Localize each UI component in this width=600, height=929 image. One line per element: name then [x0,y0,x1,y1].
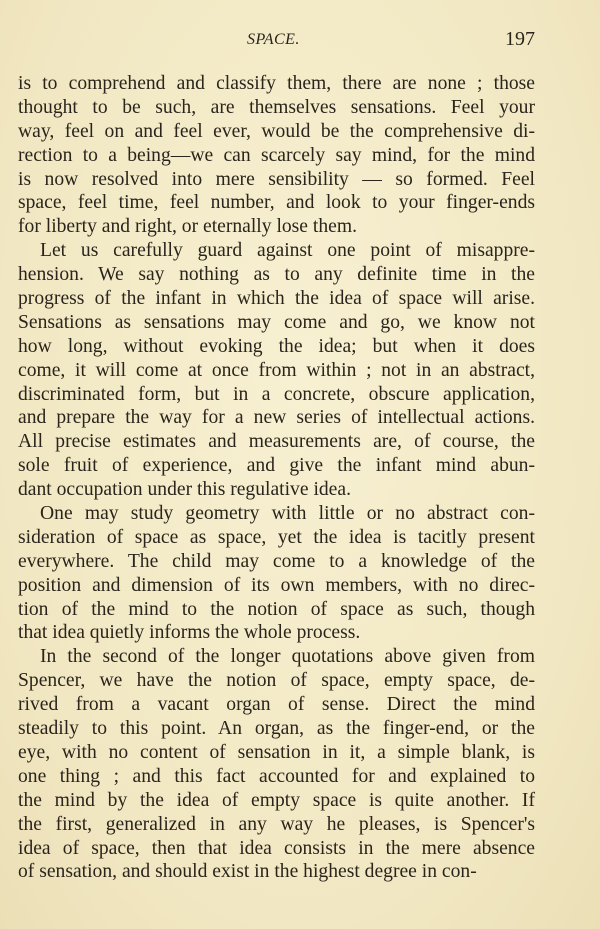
text-line: sole fruit of experience, and give the infant mind abun- [18,455,535,477]
paragraph [18,72,535,239]
text-line: the first, generalized in any way he pleases, is Spencer's [18,813,535,835]
text-line: way, feel on and feel ever, would be the comprehensive di- [18,120,535,142]
text-line: space, feel time, feel number, and look to your finger-ends [18,192,535,214]
text-line: dant occupation under this regulative idea. [18,479,351,501]
text-line: steadily to this point. An organ, as the finger-end, or the [18,718,535,740]
paragraph [18,239,535,502]
text-line: tion of the mind to the notion of space as such, though [18,598,535,620]
text-line: is now resolved into mere sensibility — so formed. Feel [18,168,535,190]
page-body-text [18,72,535,884]
text-line: rived from a vacant organ of sense. Direct the mind [18,694,535,716]
text-line: eye, with no content of sensation in it, a simple blank, is [18,741,535,763]
paragraph [18,502,535,645]
text-line: come, it will come at once from within ; not in an abstract, [18,359,535,381]
text-line: one thing ; and this fact accounted for and explained to [18,765,535,787]
paragraph [18,645,535,884]
text-line: In the second of the longer quotations above given from [40,646,535,668]
text-line: position and dimension of its own members, with no direc- [18,574,535,596]
text-line: hension. We say nothing as to any definite time in the [18,264,535,286]
text-line: and prepare the way for a new series of intellectual actions. [18,407,535,429]
text-line: for liberty and right, or eternally lose them. [18,216,357,238]
text-line: thought to be such, are themselves sensations. Feel your [18,96,535,118]
text-line: how long, without evoking the idea; but when it does [18,335,535,357]
text-line: discriminated form, but in a concrete, obscure application, [18,383,535,405]
text-line: One may study geometry with little or no abstract con- [40,503,535,525]
text-line: Sensations as sensations may come and go, we know not [18,311,535,333]
text-line: sideration of space as space, yet the idea is tacitly present [18,526,535,548]
page-number: 197 [505,28,535,50]
text-line: of sensation, and should exist in the highest degree in con- [18,861,477,883]
text-line: Spencer, we have the notion of space, empty space, de- [18,670,535,692]
text-line: idea of space, then that idea consists in the mere absence [18,837,535,859]
running-title: SPACE. [247,31,300,48]
page-header [0,28,600,54]
text-line: progress of the infant in which the idea of space will arise. [18,288,535,310]
text-line: All precise estimates and measurements are, of course, the [18,431,535,453]
text-line: is to comprehend and classify them, there are none ; those [18,73,535,94]
text-line: everywhere. The child may come to a knowledge of the [18,550,535,572]
text-line: Let us carefully guard against one point of misappre- [40,240,535,262]
text-line: rection to a being—we can scarcely say mind, for the mind [18,144,535,166]
text-line: the mind by the idea of empty space is quite another. If [18,789,535,811]
text-line: that idea quietly informs the whole process. [18,622,361,644]
